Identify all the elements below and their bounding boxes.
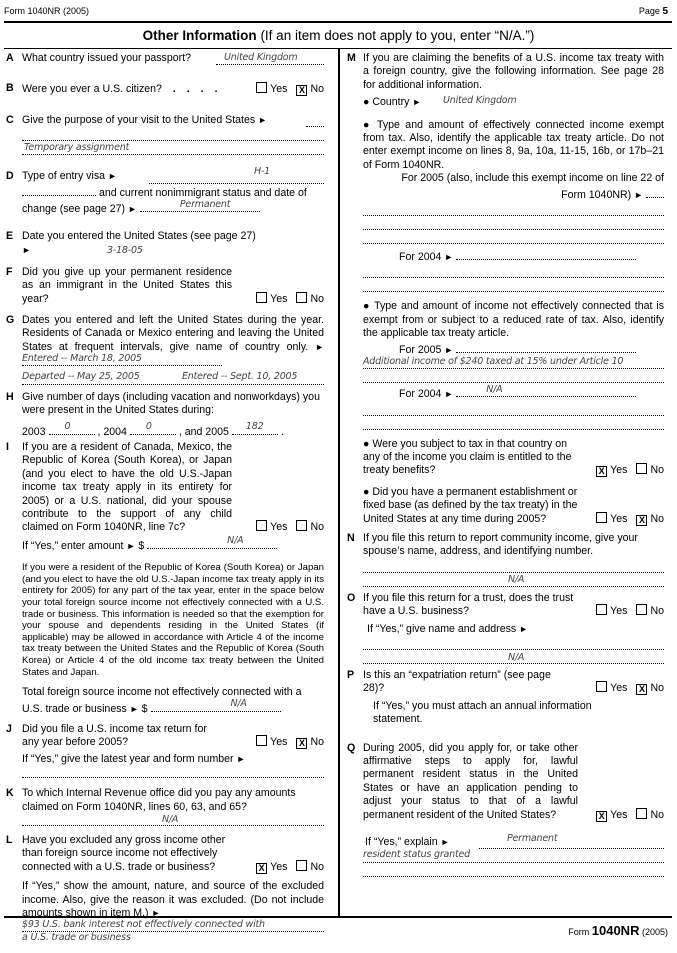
us-citizen-yes-checkbox[interactable] [256,82,267,93]
permanent-resident-no-checkbox[interactable] [636,808,647,819]
nonimmigrant-status-field[interactable]: Permanent [140,200,260,212]
prior-return-yes-checkbox[interactable] [256,735,267,746]
page-footer: Form 1040NR (2005) [568,923,668,938]
item-n: N If you file this return to report community income, give your spouse’s name, address, and identifying number. N/A [347,532,664,587]
spouse-support-yes-checkbox[interactable] [256,520,267,531]
section-title: Other Information (If an item does not apply to you, enter “N/A.”) [142,28,535,43]
permanent-establishment-no-checkbox[interactable]: X [636,515,647,526]
item-j: J Did you file a U.S. income tax return for any year before 2005? Yes X No If “Yes,” give the latest year and form number ► [6,723,324,778]
top-rule [4,21,672,23]
item-c: C Give the purpose of your visit to the United States ► Temporary assignment [6,114,324,155]
us-citizen-no-checkbox[interactable]: X [296,85,307,96]
prior-return-no-checkbox[interactable]: X [296,738,307,749]
treaty-country-field[interactable]: United Kingdom [443,95,517,107]
right-column [347,52,664,886]
item-g: G Dates you entered and left the United States during the year. Residents of Canada or Mexico entering and leaving the United States at frequent intervals, give name of country only. ► Entered -- March 18, 2005 Departed -- May 25, 2005 Entered -- Sept. 10, 2005 [6,314,324,385]
entry-date-field[interactable]: 3-18-05 [107,245,143,257]
item-d: D Type of entry visa ► H-1 and current nonimmigrant status and date of change (see page 27) ► Permanent [6,170,324,216]
item-m: M If you are claiming the benefits of a U.S. income tax treaty with a foreign country, give the following information. See page 28 for additional information. ● Country ► United Kingdom ● Type and amount of effectively connected income exempt from tax. Also, identify the applicable tax treaty article. Do not enter exempt income on lines 8, 9a, 10a, 11-15, 16b, or 17b–21 of Form 1040NR. For 2005 (also, include this exempt income on line 22 of Form 1040NR) ► For 2004 ► ● Type and amount of income not effectively connected that is exempt from or subject to a reduced rate of tax. Also, identify the applicable tax treaty article. For 2005 ► Additional income of $240 taxed at 15% under Article 10 For 2004 ► N/A ● Were you subject to tax in that country on any of the income you claim is entitled to the treaty benefits? X Yes No ● Did you have a permanent establishment or fixed base (as defined by the tax treaty) in the United States at any time during 2005? Yes X No [347,52,664,525]
excluded-income-field[interactable]: $93 U.S. bank interest not effectively connected with [22,918,324,932]
trust-no-checkbox[interactable] [636,604,647,615]
irs-office-field[interactable]: N/A [22,812,324,826]
trust-yes-checkbox[interactable] [596,604,607,615]
item-i: I If you are a resident of Canada, Mexico, the Republic of Korea (South Korea), or Japan (and you elect to have the old U.S.-Japan income tax treaty apply in its entirety for 2005) or a U.S. national, did your spouse contribute to the support of any child claimed on Form 1040NR, line 7c? Yes No If “Yes,” enter amount ► $ N/A If you were a resident of the Republic of Korea (South Korea) or Japan (and you elect to have the old U.S.-Japan income tax treaty apply in its entirety for 2005) for any part of the tax year, enter in the space below your total foreign source income not effectively connected with a U.S. trade or business. This information is needed so that the exemption for your spouse and dependents residing in the United States (if applicable) may be allowed in accordance with Article 4 of the income tax treaty between the United States and the Republic of Korea (South Korea) or Article 4 of the old income tax treaty between the United States and Japan. Total foreign source income not effectively connected with a U.S. trade or business ► $ N/A [6,440,324,715]
item-b: B Were you ever a U.S. citizen? . . . . Yes X No [6,82,324,96]
page-number: Page 5 [638,6,668,17]
visit-purpose-field[interactable]: Temporary assignment [22,141,324,155]
item-a: A What country issued your passport? United Kingdom [6,52,324,65]
days-2005-field[interactable]: 182 [232,423,278,435]
spouse-info-field[interactable] [363,559,664,573]
days-2004-field[interactable]: 0 [130,423,176,435]
subject-tax-yes-checkbox[interactable]: X [596,466,607,477]
bottom-rule [4,916,672,918]
permanent-establishment-yes-checkbox[interactable] [596,512,607,523]
item-h: H Give number of days (including vacation and nonworkdays) you were present in the United States during: 2003 0 , 2004 0 , and 2005 182 . [6,390,320,438]
excluded-income-no-checkbox[interactable] [296,860,307,871]
latest-year-field[interactable] [22,764,324,778]
nec-2004-field[interactable]: N/A [456,385,636,397]
item-q: Q During 2005, did you apply for, or take other affirmative steps to apply for, lawful permanent resident status in the United States or have an application pending to adjust your status to that of a lawful permanent resident of the United States? X Yes No If “Yes,” explain ► Permanent resident status granted [347,742,664,878]
passport-country-field[interactable]: United Kingdom [216,53,324,65]
excluded-income-yes-checkbox[interactable]: X [256,863,267,874]
page-header [4,5,668,18]
item-l: L Have you excluded any gross income other than foreign source income not effectively connected with a U.S. trade or business? X Yes No If “Yes,” show the amount, nature, and source of the excluded income. Also, give the reason it was excluded. (Do not include amounts shown in item M.) ► $93 U.S. bank interest not effectively connected with a U.S. trade or business [6,833,324,943]
item-o: O If you file this return for a trust, does the trust have a U.S. business? Yes No If “Yes,” give name and address ► N/A [347,591,664,663]
form-id: Form 1040NR (2005) [4,6,90,16]
explain-field[interactable]: Permanent [479,837,664,849]
item-f: F Did you give up your permanent residence as an immigrant in the United States this year? Yes No [6,265,324,305]
permanent-resident-yes-checkbox[interactable]: X [596,811,607,822]
residence-no-checkbox[interactable] [296,292,307,303]
entry-visa-field[interactable]: H-1 [149,172,324,184]
amount-field[interactable]: N/A [147,537,277,549]
spouse-support-no-checkbox[interactable] [296,520,307,531]
days-2003-field[interactable]: 0 [49,423,95,435]
item-k: K To which Internal Revenue office did you pay any amounts claimed on Form 1040NR, lines 60, 63, and 65? N/A [6,787,324,826]
left-column [6,52,324,953]
expatriation-yes-checkbox[interactable] [596,681,607,692]
ec-2004-field[interactable] [456,248,636,260]
ec-2005-field[interactable] [363,202,664,216]
trust-info-field[interactable] [363,636,664,650]
column-divider [338,48,340,918]
item-p: P Is this an “expatriation return” (see page 28)? Yes X No If “Yes,” you must attach an annual information statement. [347,668,664,726]
nec-2005-field[interactable]: Additional income of $240 taxed at 15% under Article 10 [363,355,664,369]
residence-yes-checkbox[interactable] [256,292,267,303]
item-e: E Date you entered the United States (see page 27) ► 3-18-05 [6,230,256,257]
foreign-income-field[interactable]: N/A [151,700,281,712]
dates-field[interactable]: Entered -- March 18, 2005 [22,354,222,366]
subject-tax-no-checkbox[interactable] [636,463,647,474]
expatriation-no-checkbox[interactable]: X [636,684,647,695]
